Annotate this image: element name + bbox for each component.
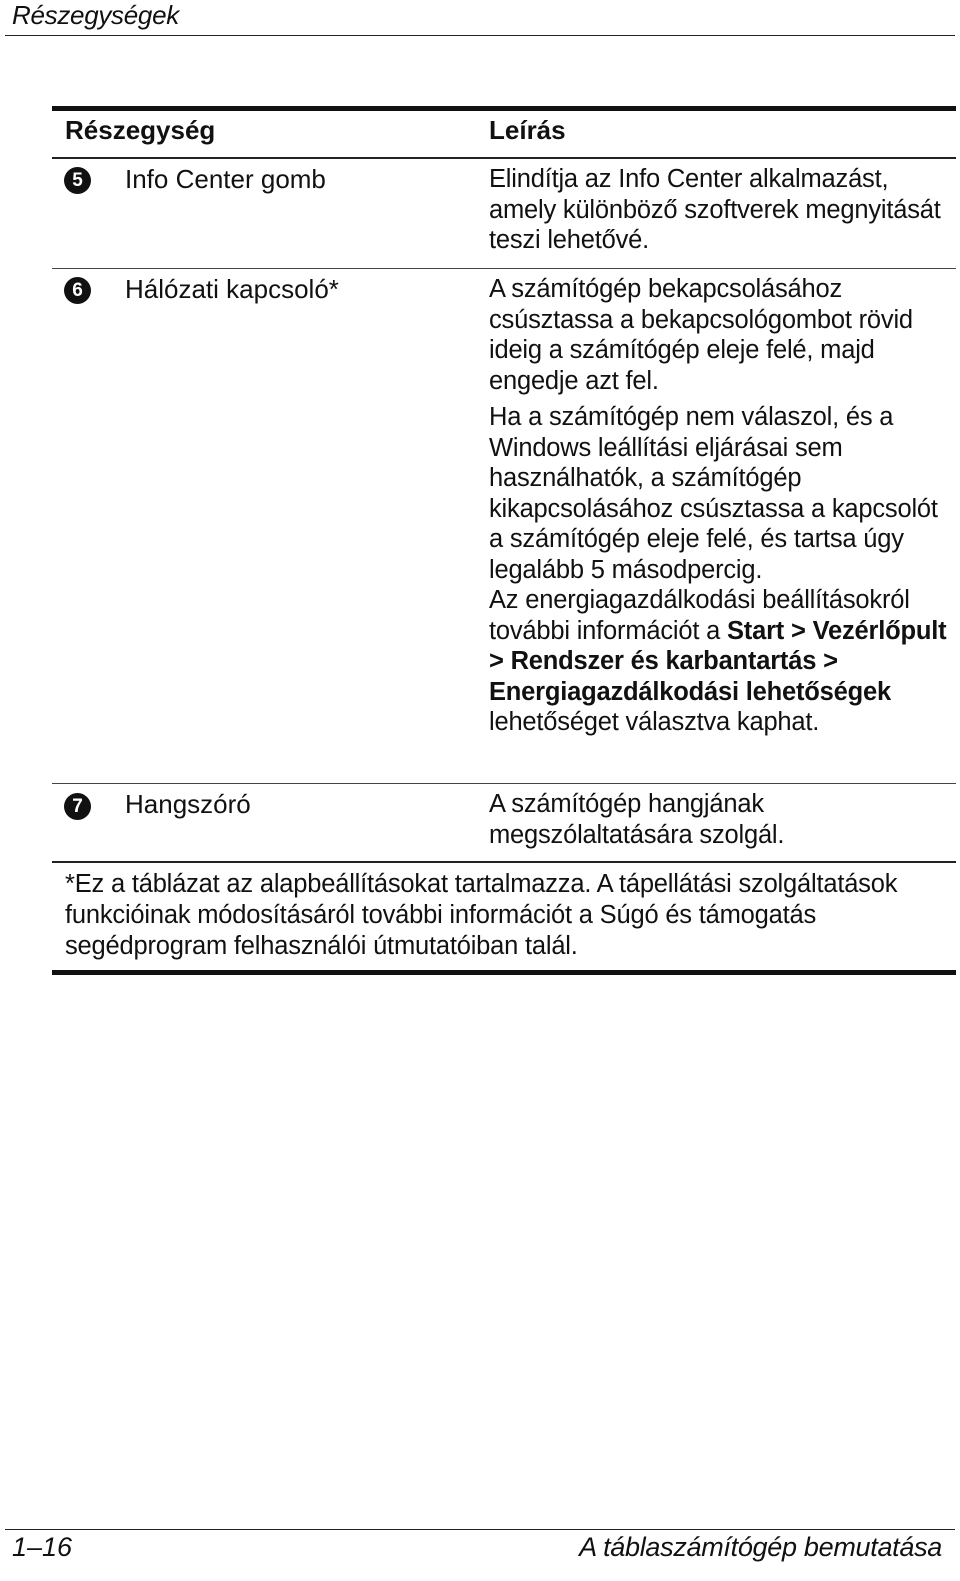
header-row-divider: [52, 157, 956, 159]
description-paragraph: Ha a számítógép nem válaszol, és a Windows leállítási eljárásai sem használhatók, a számítógép kikapcsolásához csúsztassa a kapcsolót a számítógép eleje felé, és tartsa úgy legalább 5 másodpercig.: [489, 403, 938, 584]
row-divider: [52, 783, 956, 784]
table-footnote: *Ez a táblázat az alapbeállításokat tartalmazza. A tápellátási szolgáltatások funkcióinak módosításáról további információt a Súgó és támogatás segédprogram felhasználói útmutatóiban talál.: [65, 870, 898, 960]
chapter-title: A táblaszámítógép bemutatása: [579, 1532, 942, 1562]
component-description: A számítógép hangjának megszólaltatására szolgál.: [489, 790, 785, 849]
table-top-border: [52, 106, 956, 111]
component-description: Elindítja az Info Center alkalmazást, amely különböző szoftverek megnyitását teszi lehetővé.: [489, 165, 941, 254]
footnote-divider: [52, 861, 956, 863]
description-paragraph: Az energiagazdálkodási beállításokról további információt a Start > Vezérlőpult > Rendszer és karbantartás > Energiagazdálkodási lehetőségek lehetőséget választva kaphat.: [489, 586, 947, 736]
callout-number-7: 7: [64, 793, 91, 820]
callout-number-6: 6: [64, 277, 91, 304]
table-bottom-border: [52, 970, 956, 975]
footer-divider: [5, 1529, 955, 1530]
callout-number-5: 5: [64, 167, 91, 194]
page-header-title: Részegységek: [12, 0, 179, 30]
component-name: Hálózati kapcsoló*: [125, 274, 339, 304]
component-description: [489, 274, 949, 738]
page-number: 1–16: [12, 1532, 73, 1562]
column-header-description: Leírás: [489, 115, 566, 145]
row-divider: [52, 268, 956, 269]
column-header-component: Részegység: [65, 115, 216, 145]
header-divider: [5, 35, 955, 36]
component-name: Info Center gomb: [125, 164, 326, 194]
description-paragraph: A számítógép bekapcsolásához csúsztassa a bekapcsológombot rövid ideig a számítógép eleje felé, majd engedje azt fel.: [489, 275, 913, 395]
component-name: Hangszóró: [125, 789, 251, 819]
